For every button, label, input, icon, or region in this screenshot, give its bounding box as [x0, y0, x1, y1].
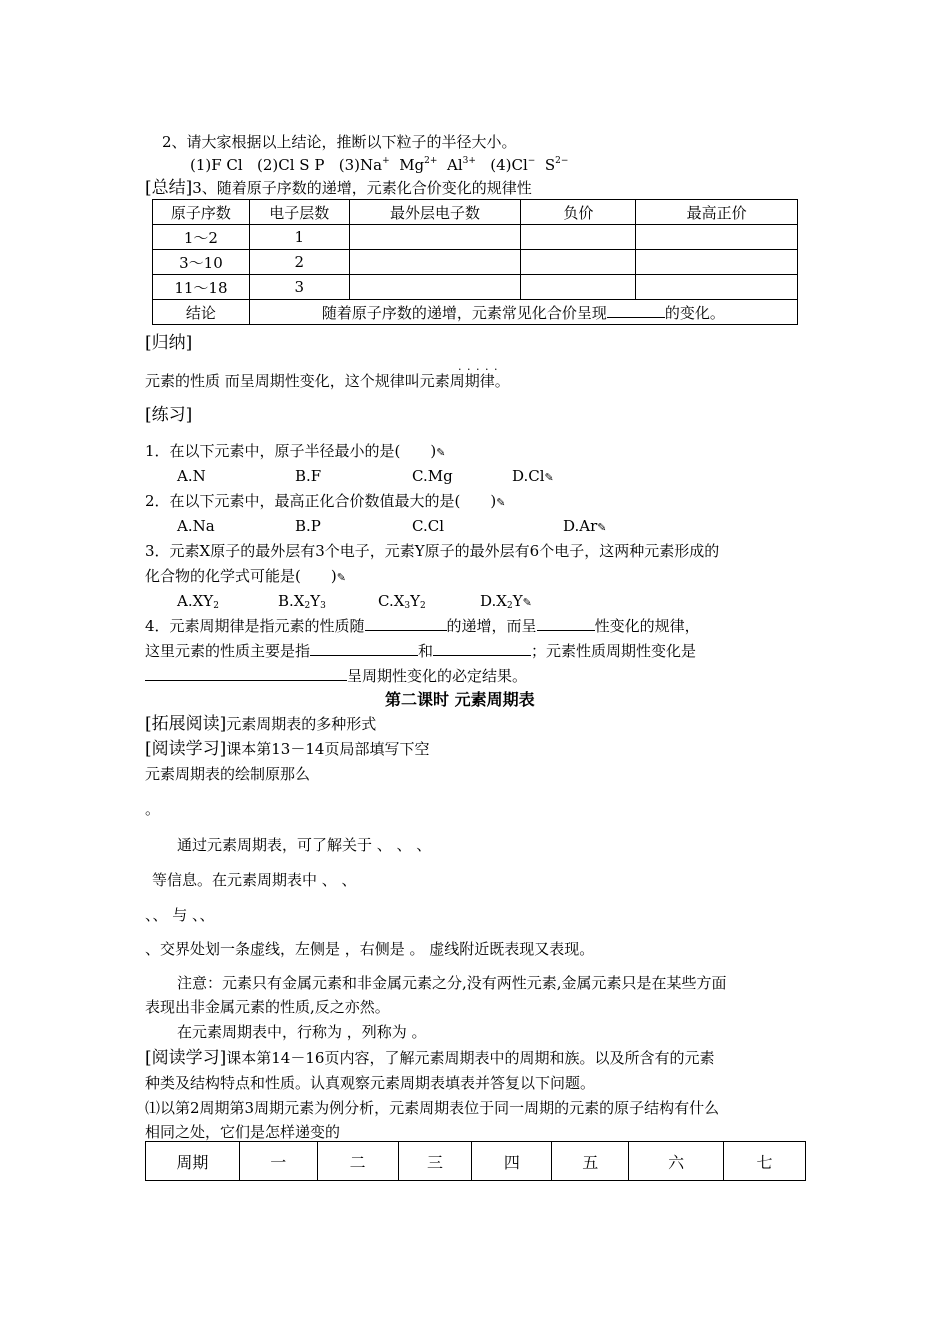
period-cell: 三	[398, 1142, 472, 1181]
table-cell[interactable]	[636, 275, 798, 300]
q3-option-b[interactable]: $B.X_2Y_3$	[278, 592, 326, 611]
question-4-line-1: 4．元素周期律是指元素的性质随 的递增，而呈 性变化的规律，	[145, 617, 700, 635]
header-cell: 最外层电子数	[349, 200, 521, 225]
info-line-1: 通过元素周期表，可了解关于 、 、 、	[177, 836, 432, 854]
principle-line: 元素周期表的绘制原那么	[145, 765, 311, 783]
note-line-1: 注意：元素只有金属元素和非金属元素之分,没有两性元素,金属元素只是在某些方面	[177, 974, 727, 992]
pen-icon: ✎	[436, 446, 446, 459]
question-1: 1．在以下元素中，原子半径最小的是( )✎	[145, 442, 446, 460]
header-cell: 原子序数	[153, 200, 250, 225]
period-cell: 六	[629, 1142, 724, 1181]
period-cell: 五	[552, 1142, 629, 1181]
valence-table	[152, 199, 798, 325]
extended-reading: [拓展阅读]元素周期表的多种形式	[145, 714, 377, 734]
table-cell: 3	[249, 275, 349, 300]
summary-text: 3、随着原子序数的递增，元素化合价变化的规律性	[192, 179, 532, 197]
pen-icon: ✎	[597, 521, 607, 534]
table-cell[interactable]	[349, 225, 521, 250]
question-2: 2．在以下元素中，最高正化合价数值最大的是( )✎	[145, 492, 506, 510]
table-cell[interactable]	[349, 250, 521, 275]
header-cell: 电子层数	[249, 200, 349, 225]
induce-text: 元素的性质 而呈周期性变化，这个规律叫元素周期律。	[145, 372, 510, 390]
q2-option-b[interactable]: B.P	[295, 517, 321, 535]
question-4-line-2: 这里元素的性质主要是指 和 ；元素性质周期性变化是	[145, 642, 697, 660]
table-row	[146, 1142, 806, 1181]
q4-blank-2[interactable]	[537, 616, 595, 631]
table-header-row	[153, 200, 798, 225]
q4-blank-5[interactable]	[145, 666, 347, 681]
induce-tag: [归纳]	[145, 333, 193, 353]
reading-study-2-line-2: 种类及结构特点和性质。认真观察元素周期表填表并答复以下问题。	[145, 1074, 596, 1092]
pen-icon: ✎	[336, 571, 346, 584]
question-3-line-2: 化合物的化学式可能是( )✎	[145, 567, 346, 585]
table-row	[153, 275, 798, 300]
q3-option-c[interactable]: $C.X_3Y_2$	[378, 592, 426, 611]
emphasis-dots: . . . . .	[458, 360, 499, 373]
q1-option-b[interactable]: B.F	[295, 467, 322, 485]
principle-period: 。	[145, 800, 161, 818]
table-cell: 2	[249, 250, 349, 275]
particle-group-1: (1)F Cl	[190, 156, 243, 174]
practice-tag: [练习]	[145, 405, 193, 425]
question-4-line-3: 呈周期性变化的必定结果。	[145, 666, 527, 686]
table-cell[interactable]	[521, 275, 636, 300]
conclusion-label: 结论	[153, 300, 250, 325]
period-cell: 一	[239, 1142, 317, 1181]
table-cell[interactable]	[636, 250, 798, 275]
pen-icon: ✎	[544, 471, 554, 484]
particle-group-2: (2)Cl S P	[257, 156, 325, 174]
period-cell: 二	[317, 1142, 398, 1181]
note-line-2: 表现出非金属元素的性质,反之亦然。	[145, 998, 390, 1016]
q2-option-c[interactable]: C.Cl	[412, 517, 444, 535]
table-cell: 3～10	[153, 250, 250, 275]
q1-option-c[interactable]: C.Mg	[412, 467, 453, 485]
table-cell[interactable]	[349, 275, 521, 300]
reading-study-2: [阅读学习]课本第14－16页内容，了解元素周期表中的周期和族。以及所含有的元素	[145, 1048, 715, 1068]
header-cell: 负价	[521, 200, 636, 225]
table-row	[153, 250, 798, 275]
row-column-line: 在元素周期表中，行称为 ，列称为 。	[177, 1023, 427, 1041]
particle-list	[190, 155, 568, 175]
reading-study-1: [阅读学习]课本第13－14页局部填写下空	[145, 739, 430, 759]
q4-blank-4[interactable]	[433, 641, 531, 656]
period-label-cell: 周期	[146, 1142, 240, 1181]
summary-tag: [总结]	[145, 178, 193, 198]
header-cell: 最高正价	[636, 200, 798, 225]
question-3-line-1: 3．元素X原子的最外层有3个电子，元素Y原子的最外层有6个电子，这两种元素形成的	[145, 542, 720, 560]
q1-option-a[interactable]: A.N	[177, 467, 206, 485]
info-line-3: 、、 与 、、	[145, 906, 215, 924]
q3-option-a[interactable]: $A.XY_2$	[177, 592, 219, 611]
particle-group-3: (3)Na+ $Mg^{2+}$ $Al^{3+}$	[338, 156, 476, 174]
table-cell[interactable]	[636, 225, 798, 250]
question-period-line-1: ⑴以第2周期第3周期元素为例分析，元素周期表位于同一周期的元素的原子结构有什么	[145, 1099, 720, 1117]
conclusion-blank[interactable]	[607, 303, 665, 318]
q3-option-d[interactable]: $D.X_2Y✎$	[480, 592, 532, 611]
conclusion-text: 随着原子序数的递增，元素常见化合价呈现 的变化。	[249, 300, 797, 325]
question-radius: 2、请大家根据以上结论，推断以下粒子的半径大小。	[162, 133, 517, 151]
table-cell: 1	[249, 225, 349, 250]
question-period-line-2: 相同之处，它们是怎样递变的	[145, 1123, 341, 1141]
pen-icon: ✎	[496, 496, 506, 509]
q4-blank-1[interactable]	[365, 616, 447, 631]
q1-option-d[interactable]: D.Cl✎	[512, 467, 554, 485]
table-row	[153, 225, 798, 250]
q4-blank-3[interactable]	[310, 641, 418, 656]
info-line-4: 、交界处划一条虚线，左侧是 ，右侧是 。 虚线附近既表现又表现。	[145, 940, 595, 958]
table-cell: 11～18	[153, 275, 250, 300]
period-cell: 四	[472, 1142, 552, 1181]
q2-option-d[interactable]: D.Ar✎	[563, 517, 607, 535]
table-cell[interactable]	[521, 225, 636, 250]
table-cell: 1～2	[153, 225, 250, 250]
pen-icon: ✎	[522, 596, 532, 609]
table-cell[interactable]	[521, 250, 636, 275]
summary-heading	[145, 178, 532, 198]
table-conclusion-row	[153, 300, 798, 325]
q2-option-a[interactable]: A.Na	[177, 517, 215, 535]
info-line-2: 等信息。在元素周期表中 、 、	[152, 871, 357, 889]
period-cell: 七	[724, 1142, 806, 1181]
lesson-title: 第二课时 元素周期表	[385, 690, 535, 709]
particle-group-4: (4)Cl− $S^{2-}$	[490, 156, 569, 174]
period-table	[145, 1141, 806, 1181]
